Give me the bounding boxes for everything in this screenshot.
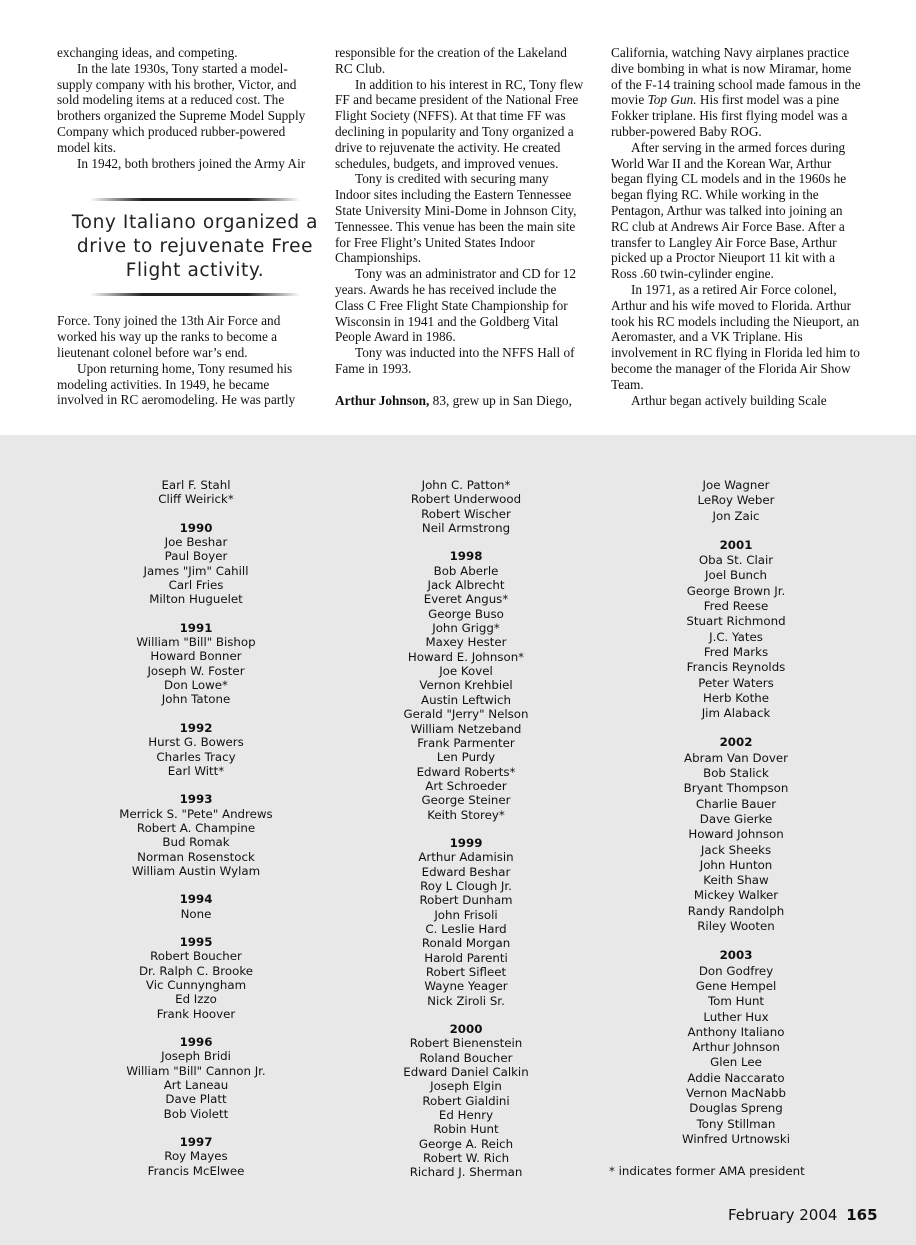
inductee-name: Bud Romak bbox=[162, 835, 230, 850]
inductee-name: Roland Boucher bbox=[419, 1050, 513, 1065]
inductee-name: C. Leslie Hard bbox=[425, 921, 507, 936]
inductee-name: William Austin Wylam bbox=[131, 863, 261, 878]
inductee-name: Neil Armstrong bbox=[421, 521, 511, 536]
paragraph: In 1942, both brothers joined the Army Air bbox=[77, 155, 306, 171]
inductee-name: Edward Roberts* bbox=[416, 764, 516, 779]
inductee-name: John C. Patton* bbox=[421, 478, 511, 492]
inductee-name: Everet Angus* bbox=[423, 592, 509, 607]
inductee-name: Howard Johnson bbox=[688, 827, 784, 842]
inductee-name: Vernon MacNabb bbox=[686, 1085, 786, 1100]
inductee-name: Robert Boucher bbox=[150, 949, 242, 964]
inductee-name: Charles Tracy bbox=[156, 749, 236, 764]
inductee-name: Hurst G. Bowers bbox=[148, 735, 244, 750]
inductee-name: Charlie Bauer bbox=[695, 796, 777, 811]
inductee-name: George Brown Jr. bbox=[686, 583, 786, 598]
page-footer bbox=[728, 1206, 878, 1224]
year-heading: 1999 bbox=[449, 835, 483, 850]
year-heading: 1993 bbox=[179, 792, 213, 807]
inductee-name: Tony Stillman bbox=[696, 1116, 776, 1131]
inductee-name: Joe Kovel bbox=[439, 664, 493, 679]
inductee-name: Richard J. Sherman bbox=[409, 1165, 523, 1180]
paragraph: Tony is credited with securing many Indoor sites including the Eastern Tennessee State University Mini-Dome in Johnson City, Tennessee. This venue has been the main site for Free Flight’s United States Indoor Championships. bbox=[335, 171, 577, 266]
paragraph: Upon returning home, Tony resumed his modeling activities. In 1949, he became involved in RC aeromodeling. He was partly bbox=[57, 360, 296, 408]
inductee-name: None bbox=[180, 906, 212, 921]
inductee-name: Joseph Elgin bbox=[430, 1079, 502, 1094]
inductee-name: William "Bill" Cannon Jr. bbox=[126, 1063, 266, 1078]
inductee-name: Glen Lee bbox=[710, 1055, 762, 1070]
inductee-name: Milton Huguelet bbox=[149, 592, 243, 607]
inductee-name: William Netzeband bbox=[410, 721, 522, 736]
inductee-name: Winfred Urtnowski bbox=[681, 1131, 791, 1146]
inductee-name: Dr. Ralph C. Brooke bbox=[138, 963, 254, 978]
inductee-name: Gene Hempel bbox=[695, 978, 777, 993]
inductee-name: Jon Zaic bbox=[712, 508, 760, 523]
pull-quote bbox=[60, 198, 330, 296]
inductee-name: Peter Waters bbox=[698, 675, 774, 690]
issue-date: February 2004 bbox=[728, 1206, 838, 1224]
paragraph: Tony was an administrator and CD for 12 years. Awards he has received include the Class C Free Flight State Championship for Wisconsin in 1941 and the Goldberg Vital People Award in 1986. bbox=[335, 266, 577, 345]
paragraph: In addition to his interest in RC, Tony flew FF and became president of the National Free Flight Society (NFFS). At that time FF was declining in popularity and Tony organized a drive to rejuvenate the activity. He created schedules, budgets, and improved venues. bbox=[335, 76, 584, 171]
honors-column-3 bbox=[636, 478, 836, 1147]
year-heading: 1991 bbox=[179, 620, 213, 635]
inductee-name: Edward Beshar bbox=[421, 864, 511, 879]
honors-column-1 bbox=[96, 478, 296, 1178]
inductee-name: Mickey Walker bbox=[693, 888, 779, 903]
inductee-name: Jack Albrecht bbox=[427, 578, 505, 593]
honors-column-2 bbox=[366, 478, 566, 1180]
inductee-name: Randy Randolph bbox=[687, 903, 785, 918]
inductee-name: Robert Bienenstein bbox=[409, 1036, 523, 1051]
inductee-name: Robert Sifleet bbox=[425, 965, 507, 979]
inductee-name: Joe Beshar bbox=[164, 535, 228, 550]
inductee-name: George Steiner bbox=[421, 793, 511, 808]
inductee-name: Cliff Weirick* bbox=[158, 492, 234, 507]
inductee-name: John Frisoli bbox=[434, 907, 498, 922]
inductee-name: George A. Reich bbox=[418, 1136, 514, 1151]
inductee-name: Robert W. Rich bbox=[422, 1151, 510, 1166]
inductee-name: Earl F. Stahl bbox=[161, 478, 231, 492]
inductee-name: Roy L Clough Jr. bbox=[420, 878, 512, 893]
inductee-name: Don Lowe* bbox=[164, 678, 228, 693]
inductee-name: Bryant Thompson bbox=[683, 781, 789, 796]
inductee-name: Abram Van Dover bbox=[684, 750, 788, 765]
inductee-name: Jim Alaback bbox=[701, 706, 771, 721]
inductee-name: Roy Mayes bbox=[164, 1149, 228, 1164]
inductee-name: Joseph W. Foster bbox=[147, 663, 245, 678]
page-number: 165 bbox=[846, 1206, 878, 1224]
inductee-name: Douglas Spreng bbox=[689, 1101, 783, 1116]
year-heading: 2003 bbox=[719, 948, 753, 963]
inductee-name: Robert Dunham bbox=[419, 893, 513, 908]
inductee-name: Luther Hux bbox=[703, 1009, 769, 1024]
article-text bbox=[0, 0, 916, 435]
inductee-name: Vernon Krehbiel bbox=[419, 678, 513, 693]
pull-quote-text: Tony Italiano organized a drive to rejuvenate Free Flight activity. bbox=[71, 212, 319, 281]
inductee-name: Robert Wischer bbox=[421, 506, 511, 521]
inductee-name: Fred Reese bbox=[703, 599, 769, 614]
inductee-name: Harold Parenti bbox=[424, 950, 508, 965]
bold-name: Arthur Johnson, bbox=[335, 392, 430, 408]
inductee-name: Tom Hunt bbox=[707, 994, 765, 1009]
inductee-name: Nick Ziroli Sr. bbox=[427, 993, 505, 1008]
article-column-2 bbox=[335, 45, 585, 409]
inductee-name: James "Jim" Cahill bbox=[143, 563, 249, 578]
paragraph: exchanging ideas, and competing. bbox=[57, 45, 238, 60]
inductee-name: Robert Gialdini bbox=[422, 1093, 510, 1108]
year-heading: 1997 bbox=[179, 1135, 213, 1150]
inductee-name: LeRoy Weber bbox=[697, 493, 775, 508]
inductee-name: Maxey Hester bbox=[425, 635, 507, 650]
inductee-name: Robert Underwood bbox=[410, 492, 522, 507]
inductee-name: Joseph Bridi bbox=[161, 1049, 231, 1064]
year-heading: 1995 bbox=[179, 934, 213, 949]
inductee-name: Len Purdy bbox=[436, 750, 496, 765]
inductee-name: Francis McElwee bbox=[147, 1163, 245, 1178]
year-heading: 2000 bbox=[449, 1022, 483, 1037]
inductee-name: Merrick S. "Pete" Andrews bbox=[119, 806, 273, 821]
inductee-name: Bob Stalick bbox=[703, 766, 769, 781]
inductee-name: Frank Parmenter bbox=[417, 735, 515, 750]
inductee-name: Carl Fries bbox=[168, 578, 224, 593]
inductee-name: Bob Violett bbox=[163, 1106, 229, 1121]
paragraph: In the late 1930s, Tony started a model-supply company with his brother, Victor, and sold modeling items at a reduced cost. The brothers organized the Supreme Model Supply Company which produced rubber-powered model kits. bbox=[57, 60, 306, 155]
inductee-name: Arthur Johnson bbox=[692, 1040, 780, 1055]
inductee-name: Norman Rosenstock bbox=[137, 849, 255, 864]
inductee-name: Austin Leftwich bbox=[421, 692, 511, 707]
inductee-name: Joel Bunch bbox=[705, 568, 767, 583]
paragraph: Arthur began actively building Scale bbox=[631, 392, 827, 408]
hall-of-fame-list bbox=[0, 435, 916, 1245]
paragraph: Force. Tony joined the 13th Air Force and worked his way up the ranks to become a lieutenant colonel before war’s end. bbox=[57, 313, 281, 360]
inductee-name: Oba St. Clair bbox=[698, 553, 774, 568]
inductee-name: Robert A. Champine bbox=[136, 820, 256, 835]
inductee-name: Vic Cunnyngham bbox=[145, 977, 247, 992]
inductee-name: Ronald Morgan bbox=[421, 936, 511, 951]
inductee-name: Joe Wagner bbox=[702, 478, 770, 492]
inductee-name: Howard E. Johnson* bbox=[407, 649, 525, 664]
inductee-name: Herb Kothe bbox=[703, 690, 769, 705]
inductee-name: Earl Witt* bbox=[167, 763, 225, 778]
inductee-name: Don Godfrey bbox=[698, 963, 774, 978]
inductee-name: Dave Gierke bbox=[699, 811, 773, 826]
inductee-name: Stuart Richmond bbox=[686, 614, 786, 629]
inductee-name: Anthony Italiano bbox=[687, 1024, 785, 1039]
inductee-name: William "Bill" Bishop bbox=[136, 635, 256, 650]
footnote: * indicates former AMA president bbox=[609, 1164, 805, 1178]
inductee-name: Frank Hoover bbox=[156, 1006, 236, 1021]
inductee-name: Keith Shaw bbox=[703, 873, 769, 888]
pull-quote-bottom-rule bbox=[90, 293, 300, 296]
inductee-name: Art Schroeder bbox=[425, 778, 507, 793]
year-heading: 1996 bbox=[179, 1035, 213, 1049]
inductee-name: Keith Storey* bbox=[427, 807, 505, 822]
paragraph-arthur-johnson: Arthur Johnson, 83, grew up in San Diego, bbox=[335, 392, 572, 408]
inductee-name: Arthur Adamisin bbox=[418, 850, 514, 865]
paragraph: California, watching Navy airplanes practice dive bombing in what is now Miramar, home of the F-14 training school made famous in the movie Top Gun. His first model was a pine Fokker triplane. His first flying model was a rubber-powered Baby ROG. bbox=[611, 45, 861, 139]
inductee-name: Paul Boyer bbox=[164, 549, 228, 564]
inductee-name: Gerald "Jerry" Nelson bbox=[403, 707, 529, 722]
movie-title: Top Gun. bbox=[647, 92, 697, 108]
inductee-name: Robin Hunt bbox=[433, 1122, 499, 1137]
inductee-name: Fred Marks bbox=[703, 644, 769, 659]
inductee-name: Bob Aberle bbox=[433, 563, 499, 578]
year-heading: 2002 bbox=[719, 735, 753, 750]
year-heading: 1998 bbox=[449, 549, 483, 564]
inductee-name: J.C. Yates bbox=[709, 629, 763, 644]
year-heading: 1994 bbox=[179, 892, 213, 907]
article-column-3 bbox=[611, 45, 861, 408]
year-heading: 1992 bbox=[179, 720, 213, 735]
inductee-name: Edward Daniel Calkin bbox=[403, 1065, 529, 1080]
inductee-name: Jack Sheeks bbox=[700, 842, 772, 857]
inductee-name: Ed Henry bbox=[438, 1108, 494, 1123]
paragraph: responsible for the creation of the Lakeland RC Club. bbox=[335, 45, 567, 76]
inductee-name: Ed Izzo bbox=[175, 992, 217, 1007]
inductee-name: Art Laneau bbox=[163, 1078, 229, 1093]
inductee-name: John Tatone bbox=[161, 692, 231, 707]
inductee-name: John Hunton bbox=[699, 857, 773, 872]
year-heading: 2001 bbox=[719, 537, 753, 552]
inductee-name: George Buso bbox=[428, 606, 504, 621]
inductee-name: Riley Wooten bbox=[697, 919, 775, 934]
year-heading: 1990 bbox=[179, 520, 213, 535]
inductee-name: Addie Naccarato bbox=[687, 1070, 785, 1085]
inductee-name: Dave Platt bbox=[165, 1092, 227, 1107]
paragraph: Tony was inducted into the NFFS Hall of Fame in 1993. bbox=[335, 345, 575, 376]
inductee-name: John Grigg* bbox=[432, 621, 500, 636]
inductee-name: Francis Reynolds bbox=[686, 660, 786, 675]
inductee-name: Wayne Yeager bbox=[424, 979, 508, 994]
paragraph: After serving in the armed forces during World War II and the Korean War, Arthur began flying CL models and in the 1960s he began flying RC. While working in the Pentagon, Arthur was talked into joining an RC club at Andrews Air Force Base. After a transfer to Langley Air Force Base, Arthur picked up a Proctor Nieuport 11 kit with a Ross .60 twin-cylinder engine. bbox=[611, 139, 847, 282]
inductee-name: Howard Bonner bbox=[150, 649, 242, 664]
paragraph: In 1971, as a retired Air Force colonel, Arthur and his wife moved to Florida. Arthur took his RC models including the Nieuport, an Aeromaster, and a VK Triplane. His involvement in RC flying in Florida led him to become the manager of the Florida Air Show Team. bbox=[611, 281, 860, 392]
